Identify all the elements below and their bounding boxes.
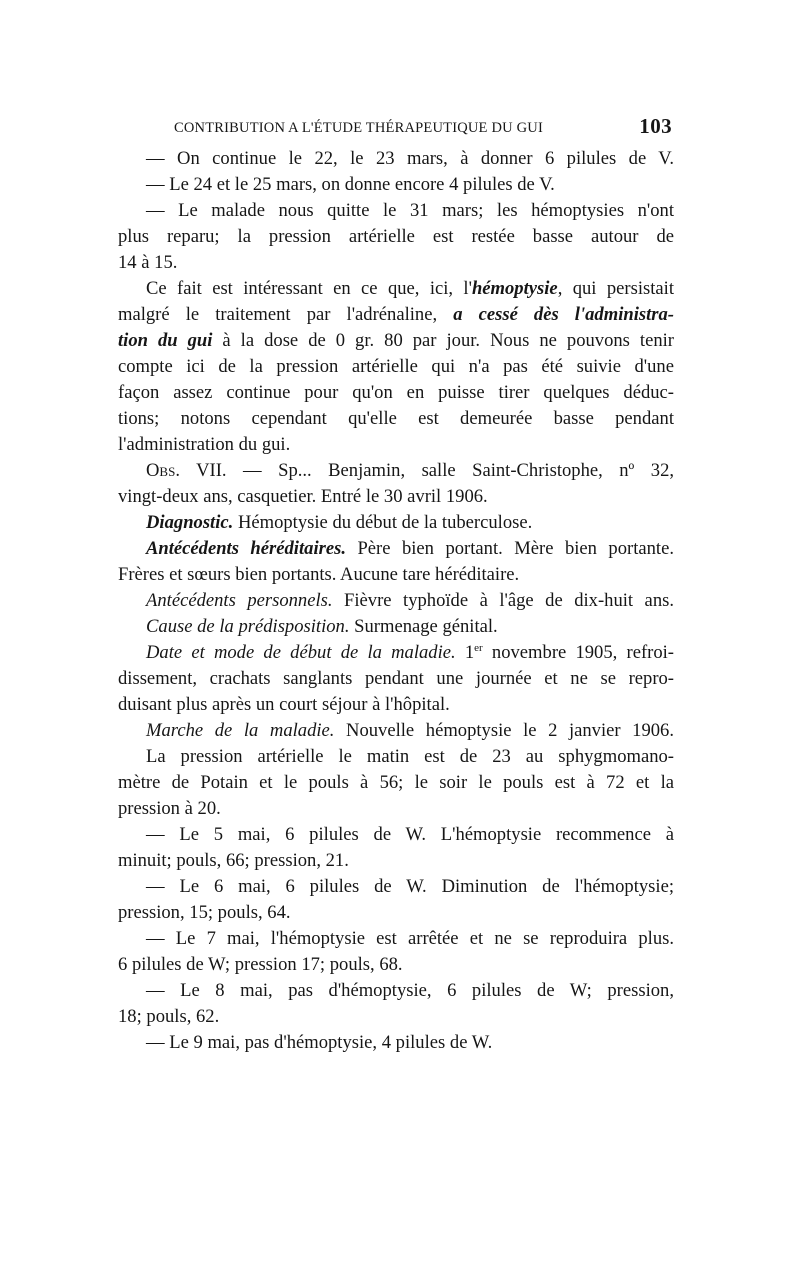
text-line: façon assez continue pour qu'on en puisse tirer quelques déduc- xyxy=(118,382,674,403)
text-line: tion du gui à la dose de 0 gr. 80 par jour. Nous ne pouvons tenir xyxy=(118,330,674,351)
observation-heading: Obs. VII. — Sp... Benjamin, salle Saint-Christophe, nº 32, xyxy=(146,460,674,481)
text-line: — Le 24 et le 25 mars, on donne encore 4 pilules de V. xyxy=(146,174,555,195)
text-line: 6 pilules de W; pression 17; pouls, 68. xyxy=(118,954,403,975)
text-line: Diagnostic. Hémoptysie du début de la tuberculose. xyxy=(146,512,533,533)
text-line: — On continue le 22, le 23 mars, à donner 6 pilules de V. xyxy=(146,148,674,169)
text-block xyxy=(118,146,674,1056)
text-line: Antécédents héréditaires. Père bien portant. Mère bien portante. xyxy=(146,538,674,559)
text-line: Frères et sœurs bien portants. Aucune tare héréditaire. xyxy=(118,564,520,585)
text-line: — Le 5 mai, 6 pilules de W. L'hémoptysie recommence à xyxy=(146,824,674,845)
text-line: — Le 8 mai, pas d'hémoptysie, 6 pilules de W; pression, xyxy=(146,980,674,1001)
observation-label: Obs. VII. xyxy=(146,460,227,481)
section-label: Antécédents personnels. xyxy=(146,590,333,611)
text-line: — Le 6 mai, 6 pilules de W. Diminution de l'hémoptysie; xyxy=(146,876,674,897)
text-line: Ce fait est intéressant en ce que, ici, l'hémoptysie, qui persistait xyxy=(146,278,674,299)
section-label: Cause de la prédisposition. xyxy=(146,616,350,637)
section-label: Diagnostic. xyxy=(146,512,234,533)
text-line: La pression artérielle le matin est de 23 au sphygmomano- xyxy=(146,746,674,767)
text-line: Cause de la prédisposition. Surmenage génital. xyxy=(146,616,498,637)
text-line: mètre de Potain et le pouls à 56; le soir le pouls est à 72 et la xyxy=(118,772,674,793)
text-line: pression, 15; pouls, 64. xyxy=(118,902,291,923)
running-head xyxy=(118,112,674,146)
page-number: 103 xyxy=(639,114,672,138)
emphasis: tion du gui xyxy=(118,330,213,351)
text-line: — Le malade nous quitte le 31 mars; les hémoptysies n'ont xyxy=(146,200,674,221)
text-line: — Le 9 mai, pas d'hémoptysie, 4 pilules de W. xyxy=(146,1032,493,1053)
section-label: Marche de la maladie. xyxy=(146,720,335,741)
text-line: duisant plus après un court séjour à l'hôpital. xyxy=(118,694,450,715)
book-page xyxy=(118,112,674,1192)
text-line: Marche de la maladie. Nouvelle hémoptysie le 2 janvier 1906. xyxy=(146,720,674,741)
text-line: compte ici de la pression artérielle qui n'a pas été suivie d'une xyxy=(118,356,674,377)
text-line: plus reparu; la pression artérielle est restée basse autour de xyxy=(118,226,674,247)
text-line: 14 à 15. xyxy=(118,252,178,273)
emphasis: hémoptysie xyxy=(471,278,558,299)
text-line: malgré le traitement par l'adrénaline, a cessé dès l'administra- xyxy=(118,304,674,325)
text-line: Date et mode de début de la maladie. 1er novembre 1905, refroi- xyxy=(146,641,674,663)
section-label: Antécédents héréditaires. xyxy=(146,538,346,559)
text-line: l'administration du gui. xyxy=(118,434,291,455)
section-label: Date et mode de début de la maladie. xyxy=(146,642,456,663)
text-line: vingt-deux ans, casquetier. Entré le 30 avril 1906. xyxy=(118,486,488,507)
text-line: — Le 7 mai, l'hémoptysie est arrêtée et ne se reproduira plus. xyxy=(146,928,674,949)
text-line: pression à 20. xyxy=(118,798,221,819)
running-title: CONTRIBUTION A L'ÉTUDE THÉRAPEUTIQUE DU GUI xyxy=(174,120,543,136)
text-line: dissement, crachats sanglants pendant une journée et ne se repro- xyxy=(118,668,674,689)
emphasis: a cessé dès l'administra- xyxy=(453,304,674,325)
text-line: tions; notons cependant qu'elle est demeurée basse pendant xyxy=(118,408,674,429)
text-line: Antécédents personnels. Fièvre typhoïde à l'âge de dix-huit ans. xyxy=(146,590,674,611)
text-line: 18; pouls, 62. xyxy=(118,1006,220,1027)
text-line: minuit; pouls, 66; pression, 21. xyxy=(118,850,349,871)
